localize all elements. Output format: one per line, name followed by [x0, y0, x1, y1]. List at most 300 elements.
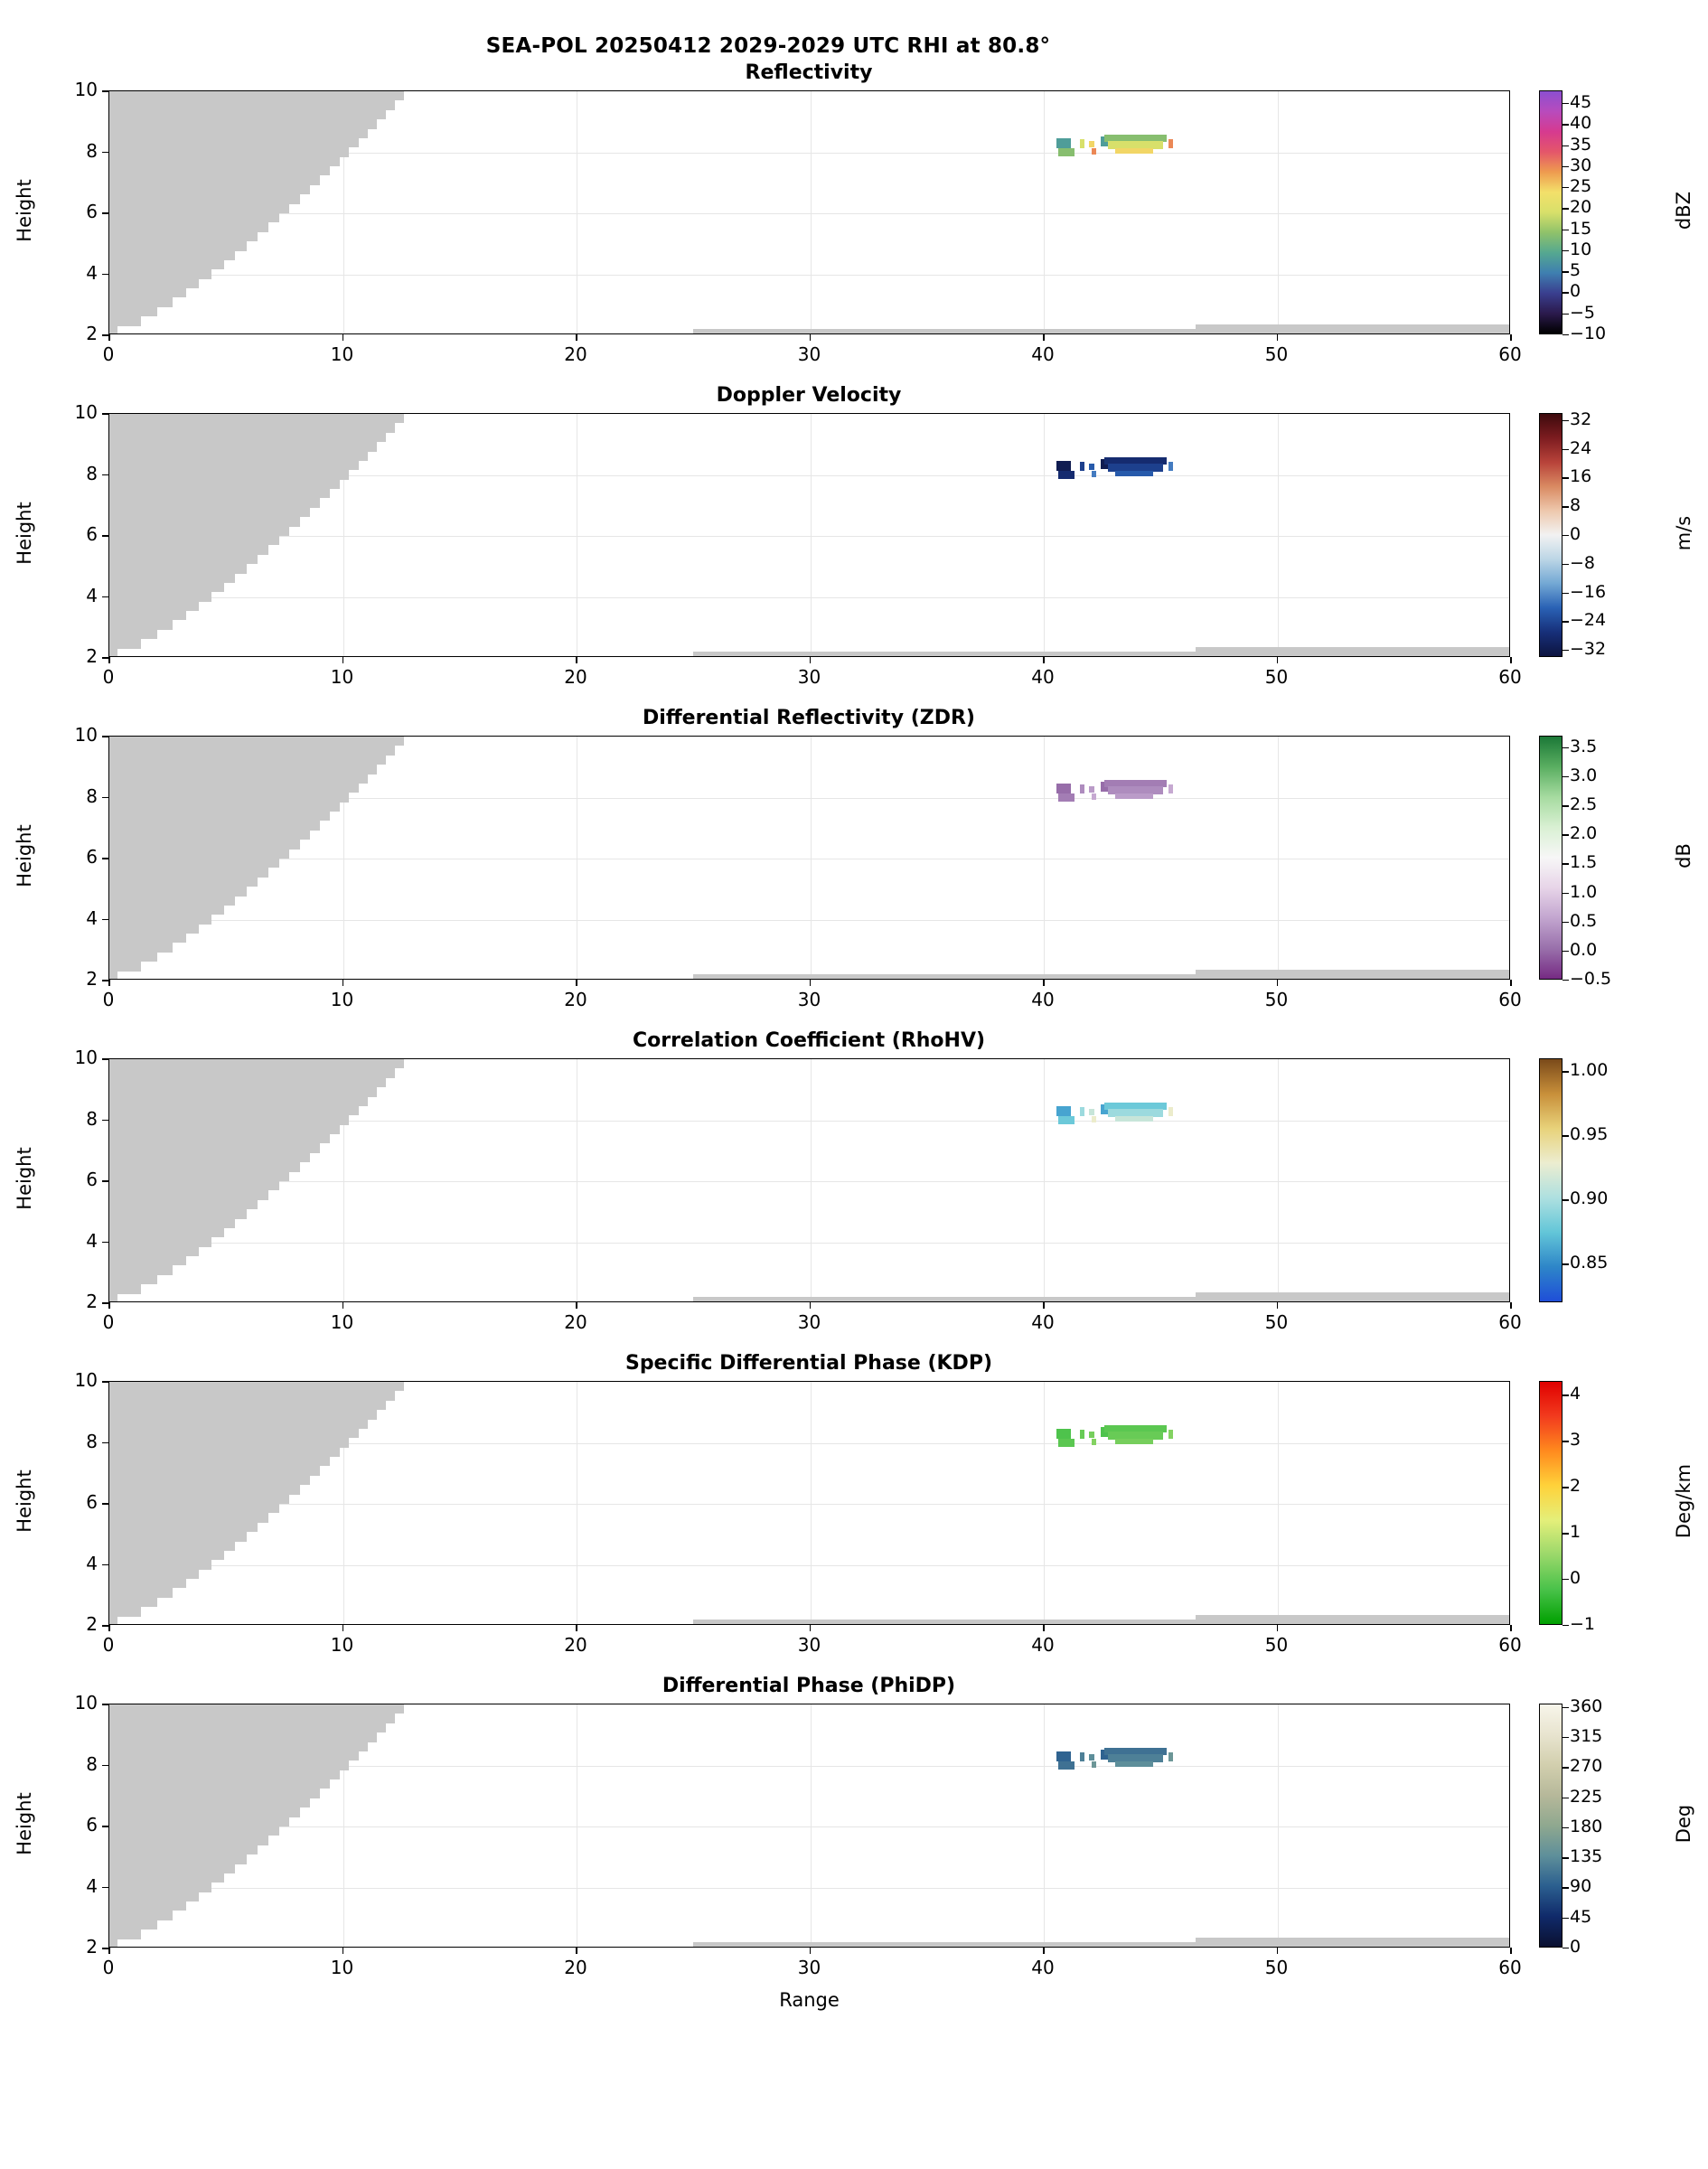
echo-cell — [1168, 784, 1173, 793]
terrain-blank-region — [109, 423, 395, 432]
terrain-blank-region — [109, 498, 320, 507]
terrain-blank-region — [109, 630, 157, 639]
colorbar-tick-label: 90 — [1570, 1876, 1592, 1897]
x-tick-label: 30 — [797, 1957, 821, 1978]
x-tick-mark — [108, 657, 110, 663]
x-tick-mark — [810, 1625, 812, 1631]
x-tick-mark — [108, 1302, 110, 1309]
echo-cell — [1115, 1761, 1154, 1766]
y-tick-mark — [102, 90, 108, 92]
y-tick-mark — [102, 596, 108, 598]
colorbar-tick-mark — [1563, 477, 1569, 478]
colorbar-tick-mark — [1563, 621, 1569, 622]
gridline-vertical — [1044, 737, 1045, 979]
x-tick-label: 40 — [1031, 989, 1055, 1010]
terrain-blank-region — [109, 1588, 173, 1597]
terrain-blank-region — [109, 1892, 199, 1901]
x-tick-label: 0 — [102, 1311, 115, 1333]
gridline-vertical — [811, 91, 812, 333]
terrain-blank-region — [109, 166, 330, 175]
terrain-blank-region — [109, 1836, 268, 1845]
terrain-blank-region — [109, 1429, 359, 1438]
echo-cell — [1168, 1752, 1173, 1761]
terrain-blank-region — [109, 1153, 310, 1162]
terrain-blank-region — [109, 1275, 157, 1284]
terrain-blank-region — [109, 1808, 300, 1817]
terrain-blank-region — [109, 1115, 349, 1124]
terrain-blank-region — [109, 1476, 310, 1485]
x-tick-mark — [810, 1948, 812, 1954]
echo-cell — [1089, 1754, 1093, 1761]
colorbar-tick-mark — [1563, 951, 1569, 952]
terrain-blank-region — [109, 1181, 279, 1190]
colorbar-tick-label: 360 — [1570, 1695, 1603, 1716]
y-tick-mark — [102, 1180, 108, 1182]
x-tick-mark — [1043, 334, 1045, 341]
terrain-blank-region — [109, 1901, 186, 1911]
terrain-blank-region — [109, 452, 368, 461]
gridline-vertical — [1044, 1382, 1045, 1624]
gridline-vertical — [1278, 1059, 1279, 1301]
colorbar-tick-label: −8 — [1570, 552, 1596, 573]
x-tick-label: 20 — [564, 666, 587, 688]
terrain-blank-region — [109, 194, 300, 203]
y-tick-mark — [102, 1242, 108, 1244]
colorbar-tick-mark — [1563, 564, 1569, 565]
gridline-vertical — [1044, 414, 1045, 656]
echo-cell — [1058, 1116, 1075, 1124]
x-tick-mark — [1510, 980, 1512, 986]
colorbar-tick-mark — [1563, 805, 1569, 806]
terrain-blank-region — [109, 574, 235, 583]
terrain-blank-region — [109, 602, 199, 611]
x-tick-label: 60 — [1498, 1957, 1522, 1978]
terrain-blank-region — [109, 1284, 141, 1293]
terrain-low-band-near — [693, 329, 1196, 334]
y-tick-mark — [102, 1826, 108, 1827]
terrain-blank-region — [109, 934, 186, 943]
terrain-blank-region — [109, 414, 404, 423]
y-tick-label: 2 — [86, 1291, 98, 1312]
panel-title: Doppler Velocity — [716, 384, 902, 407]
x-tick-label: 10 — [330, 343, 354, 365]
x-tick-mark — [343, 980, 344, 986]
terrain-blank-region — [109, 859, 279, 868]
colorbar-tick-mark — [1563, 980, 1569, 981]
echo-cell — [1168, 462, 1173, 471]
terrain-low-band-far — [1196, 1938, 1510, 1948]
colorbar-tick-label: −32 — [1570, 639, 1607, 660]
colorbar-tick-label: 45 — [1570, 1906, 1592, 1927]
colorbar-tick-label: 35 — [1570, 134, 1592, 155]
plot-area — [108, 1704, 1510, 1948]
colorbar-tick-mark — [1563, 1737, 1569, 1738]
plot-area — [108, 736, 1510, 980]
terrain-blank-region — [109, 1219, 235, 1228]
gridline-vertical — [1044, 1704, 1045, 1947]
terrain-blank-region — [109, 1873, 224, 1883]
x-tick-mark — [108, 1625, 110, 1631]
echo-cell — [1056, 784, 1071, 793]
terrain-blank-region — [109, 1560, 211, 1569]
gridline-horizontal — [109, 920, 1509, 921]
terrain-blank-region — [109, 461, 359, 470]
colorbar-tick-mark — [1563, 535, 1569, 536]
gridline-vertical — [811, 414, 812, 656]
terrain-blank-region — [109, 1542, 235, 1551]
terrain-blank-region — [109, 887, 247, 896]
terrain-blank-region — [109, 611, 186, 620]
colorbar-tick-label: 3.0 — [1570, 765, 1598, 785]
colorbar-tick-label: 45 — [1570, 91, 1592, 112]
colorbar-tick-mark — [1563, 650, 1569, 651]
y-tick-label: 10 — [74, 724, 98, 746]
gridline-vertical — [1278, 414, 1279, 656]
x-tick-mark — [810, 334, 812, 341]
echo-cell — [1115, 793, 1154, 798]
terrain-blank-region — [109, 326, 117, 334]
terrain-blank-region — [109, 592, 211, 601]
terrain-blank-region — [109, 1059, 404, 1068]
terrain-blank-region — [109, 222, 268, 231]
x-tick-mark — [108, 980, 110, 986]
terrain-blank-region — [109, 1723, 386, 1732]
colorbar-tick-label: 1 — [1570, 1522, 1581, 1543]
x-tick-label: 50 — [1264, 989, 1289, 1010]
echo-cell — [1092, 471, 1096, 477]
colorbar-tick-label: 180 — [1570, 1816, 1603, 1836]
terrain-low-band-near — [693, 1942, 1196, 1948]
terrain-blank-region — [109, 1495, 289, 1504]
echo-cell — [1168, 1430, 1173, 1439]
y-tick-mark — [102, 736, 108, 737]
gridline-horizontal — [109, 1888, 1509, 1889]
x-tick-mark — [810, 1302, 812, 1309]
colorbar-tick-label: 0 — [1570, 1937, 1581, 1957]
x-tick-label: 60 — [1498, 1634, 1522, 1656]
terrain-blank-region — [109, 821, 320, 830]
y-tick-label: 6 — [86, 1169, 98, 1190]
x-tick-label: 0 — [102, 989, 115, 1010]
echo-cell — [1089, 464, 1093, 470]
y-axis-label: Height — [14, 502, 35, 565]
panel-title: Differential Phase (PhiDP) — [662, 1675, 956, 1697]
colorbar-tick-mark — [1563, 449, 1569, 450]
terrain-blank-region — [109, 232, 258, 241]
terrain-blank-region — [109, 508, 310, 517]
terrain-blank-region — [109, 1532, 247, 1541]
echo-cell — [1080, 784, 1084, 793]
terrain-blank-region — [109, 775, 368, 784]
x-tick-mark — [576, 657, 577, 663]
colorbar-tick-label: 3.5 — [1570, 736, 1598, 756]
terrain-blank-region — [109, 204, 289, 213]
y-tick-label: 8 — [86, 1430, 98, 1452]
x-tick-mark — [810, 657, 812, 663]
y-tick-mark — [102, 274, 108, 276]
y-tick-label: 4 — [86, 261, 98, 284]
terrain-blank-region — [109, 1939, 117, 1948]
terrain-low-band-far — [1196, 324, 1510, 334]
terrain-blank-region — [109, 251, 235, 260]
colorbar-tick-mark — [1563, 334, 1569, 335]
y-tick-mark — [102, 413, 108, 415]
x-tick-label: 20 — [564, 343, 587, 365]
colorbar-tick-label: 15 — [1570, 218, 1592, 239]
colorbar-tick-mark — [1563, 1625, 1569, 1626]
y-tick-mark — [102, 334, 108, 336]
y-tick-mark — [102, 919, 108, 921]
x-tick-label: 60 — [1498, 343, 1522, 365]
terrain-blank-region — [109, 1438, 349, 1447]
terrain-blank-region — [109, 1883, 211, 1892]
colorbar-tick-mark — [1563, 1487, 1569, 1488]
terrain-blank-region — [109, 1125, 340, 1134]
x-tick-mark — [1277, 334, 1279, 341]
y-tick-label: 8 — [86, 784, 98, 807]
colorbar-tick-mark — [1563, 420, 1569, 421]
x-tick-label: 0 — [102, 666, 115, 688]
terrain-blank-region — [109, 765, 377, 774]
plot-area — [108, 1381, 1510, 1625]
terrain-blank-region — [109, 1798, 310, 1808]
y-tick-label: 2 — [86, 645, 98, 667]
colorbar-tick-mark — [1563, 1767, 1569, 1768]
x-tick-label: 40 — [1031, 666, 1055, 688]
echo-cell — [1058, 1439, 1075, 1447]
figure-suptitle: SEA-POL 20250412 2029-2029 UTC RHI at 80.8° — [485, 34, 1051, 58]
colorbar-tick-mark — [1563, 314, 1569, 315]
y-tick-label: 10 — [74, 1369, 98, 1391]
terrain-blank-region — [109, 1256, 186, 1265]
gridline-vertical — [1044, 1059, 1045, 1301]
y-tick-mark — [102, 1302, 108, 1304]
x-tick-label: 0 — [102, 1957, 115, 1978]
echo-cell — [1115, 1439, 1154, 1443]
gridline-vertical — [1278, 737, 1279, 979]
y-tick-label: 4 — [86, 906, 98, 929]
colorbar-tick-mark — [1563, 1071, 1569, 1072]
colorbar-tick-mark — [1563, 1199, 1569, 1200]
y-axis-label: Height — [14, 179, 35, 242]
y-tick-mark — [102, 1948, 108, 1949]
terrain-blank-region — [109, 1200, 258, 1209]
colorbar-label: dBZ — [1673, 191, 1694, 230]
colorbar-tick-label: 270 — [1570, 1756, 1603, 1777]
colorbar-tick-label: −10 — [1570, 324, 1607, 343]
colorbar-tick-label: 1.00 — [1570, 1060, 1609, 1081]
colorbar-tick-label: 8 — [1570, 495, 1581, 516]
y-tick-mark — [102, 1120, 108, 1122]
colorbar-tick-label: 16 — [1570, 466, 1592, 487]
terrain-blank-region — [109, 1732, 377, 1742]
terrain-blank-region — [109, 470, 349, 479]
colorbar-tick-label: 4 — [1570, 1384, 1581, 1404]
terrain-blank-region — [109, 1420, 368, 1429]
colorbar-tick-label: 30 — [1570, 155, 1592, 175]
gridline-horizontal — [109, 597, 1509, 598]
gridline-vertical — [1278, 91, 1279, 333]
terrain-blank-region — [109, 1265, 173, 1274]
terrain-blank-region — [109, 279, 199, 288]
colorbar-tick-label: 5 — [1570, 260, 1581, 281]
terrain-blank-region — [109, 1779, 330, 1789]
x-tick-label: 0 — [102, 1634, 115, 1656]
colorbar-tick-mark — [1563, 1533, 1569, 1534]
x-tick-mark — [1510, 1625, 1512, 1631]
x-tick-label: 40 — [1031, 1311, 1055, 1333]
y-tick-label: 6 — [86, 201, 98, 222]
colorbar-tick-mark — [1563, 593, 1569, 594]
terrain-blank-region — [109, 925, 199, 934]
terrain-blank-region — [109, 119, 377, 128]
x-tick-mark — [1043, 657, 1045, 663]
y-tick-label: 2 — [86, 323, 98, 344]
colorbar-tick-mark — [1563, 1857, 1569, 1858]
terrain-blank-region — [109, 803, 340, 812]
x-tick-mark — [1510, 1948, 1512, 1954]
colorbar-tick-label: 0 — [1570, 1568, 1581, 1589]
terrain-blank-region — [109, 915, 211, 924]
echo-cell — [1115, 1116, 1154, 1121]
colorbar-tick-mark — [1563, 922, 1569, 923]
plot-area — [108, 413, 1510, 657]
colorbar-tick-label: 0.90 — [1570, 1188, 1609, 1209]
y-tick-label: 6 — [86, 1814, 98, 1836]
x-tick-mark — [576, 1948, 577, 1954]
terrain-blank-region — [109, 1817, 289, 1826]
y-tick-label: 4 — [86, 1874, 98, 1897]
terrain-blank-region — [109, 1864, 235, 1873]
terrain-blank-region — [109, 1751, 359, 1761]
terrain-blank-region — [109, 1845, 258, 1854]
colorbar-tick-label: 315 — [1570, 1725, 1603, 1746]
echo-cell — [1056, 1429, 1071, 1439]
terrain-blank-region — [109, 746, 395, 755]
colorbar-tick-label: −5 — [1570, 302, 1596, 323]
colorbar — [1539, 1381, 1563, 1625]
terrain-blank-region — [109, 1714, 395, 1723]
terrain-blank-region — [109, 850, 289, 859]
colorbar-tick-label: 2.0 — [1570, 823, 1598, 844]
y-tick-mark — [102, 797, 108, 799]
terrain-blank-region — [109, 1704, 404, 1714]
colorbar-tick-mark — [1563, 893, 1569, 894]
gridline-vertical — [1044, 91, 1045, 333]
terrain-blank-region — [109, 1457, 330, 1466]
terrain-blank-region — [109, 1579, 186, 1588]
echo-cell — [1080, 1430, 1084, 1439]
terrain-blank-region — [109, 620, 173, 629]
terrain-blank-region — [109, 1410, 377, 1419]
colorbar-tick-label: 0 — [1570, 281, 1581, 302]
echo-cell — [1056, 1751, 1071, 1761]
terrain-blank-region — [109, 1570, 199, 1579]
colorbar-tick-label: −1 — [1570, 1614, 1596, 1634]
echo-cell — [1092, 1761, 1096, 1768]
y-tick-mark — [102, 858, 108, 859]
echo-cell — [1115, 148, 1154, 153]
x-tick-label: 10 — [330, 666, 354, 688]
y-tick-label: 6 — [86, 523, 98, 545]
colorbar-tick-label: −16 — [1570, 581, 1607, 602]
colorbar — [1539, 736, 1563, 980]
echo-cell — [1058, 793, 1075, 802]
echo-cell — [1092, 148, 1096, 155]
y-tick-label: 10 — [74, 401, 98, 423]
terrain-blank-region — [109, 185, 310, 194]
x-tick-mark — [1277, 980, 1279, 986]
colorbar-tick-label: 0.0 — [1570, 939, 1598, 960]
echo-cell — [1115, 471, 1154, 475]
x-tick-label: 10 — [330, 989, 354, 1010]
terrain-blank-region — [109, 555, 258, 564]
x-tick-mark — [1277, 1948, 1279, 1954]
colorbar-tick-label: 0.5 — [1570, 910, 1598, 931]
terrain-blank-region — [109, 812, 330, 821]
terrain-blank-region — [109, 1162, 300, 1171]
terrain-low-band-near — [693, 1297, 1196, 1302]
colorbar-tick-mark — [1563, 271, 1569, 272]
echo-cell — [1056, 138, 1071, 148]
colorbar-tick-mark — [1563, 187, 1569, 188]
terrain-blank-region — [109, 639, 141, 648]
colorbar-tick-label: 10 — [1570, 239, 1592, 259]
terrain-blank-region — [109, 1504, 279, 1513]
echo-cell — [1092, 1116, 1096, 1122]
x-tick-mark — [1043, 1948, 1045, 1954]
gridline-vertical — [1278, 1704, 1279, 1947]
y-axis-label: Height — [14, 1792, 35, 1855]
colorbar-tick-label: 1.0 — [1570, 881, 1598, 902]
x-tick-mark — [1043, 1302, 1045, 1309]
x-tick-mark — [576, 334, 577, 341]
terrain-blank-region — [109, 307, 157, 316]
x-tick-label: 50 — [1264, 1311, 1289, 1333]
plot-area — [108, 1058, 1510, 1302]
y-tick-label: 10 — [74, 1047, 98, 1068]
x-tick-mark — [576, 1302, 577, 1309]
colorbar-tick-mark — [1563, 1918, 1569, 1919]
x-tick-label: 20 — [564, 1311, 587, 1333]
x-tick-mark — [343, 1948, 344, 1954]
terrain-blank-region — [109, 1466, 320, 1475]
y-tick-label: 4 — [86, 584, 98, 606]
y-tick-label: 2 — [86, 968, 98, 990]
y-tick-label: 10 — [74, 79, 98, 100]
x-tick-label: 0 — [102, 343, 115, 365]
x-tick-mark — [343, 1302, 344, 1309]
colorbar-tick-mark — [1563, 250, 1569, 251]
gridline-horizontal — [109, 536, 1509, 537]
x-tick-label: 30 — [797, 1634, 821, 1656]
echo-cell — [1092, 1439, 1096, 1445]
terrain-blank-region — [109, 138, 359, 147]
terrain-blank-region — [109, 831, 310, 840]
colorbar-tick-mark — [1563, 1263, 1569, 1264]
terrain-blank-region — [109, 1097, 368, 1106]
terrain-blank-region — [109, 564, 247, 573]
x-tick-label: 20 — [564, 989, 587, 1010]
x-tick-label: 60 — [1498, 989, 1522, 1010]
y-tick-mark — [102, 1058, 108, 1060]
colorbar-tick-label: 0 — [1570, 524, 1581, 544]
terrain-blank-region — [109, 906, 224, 915]
y-tick-mark — [102, 474, 108, 476]
echo-cell — [1089, 786, 1093, 793]
terrain-blank-region — [109, 1134, 330, 1143]
y-tick-label: 4 — [86, 1552, 98, 1574]
